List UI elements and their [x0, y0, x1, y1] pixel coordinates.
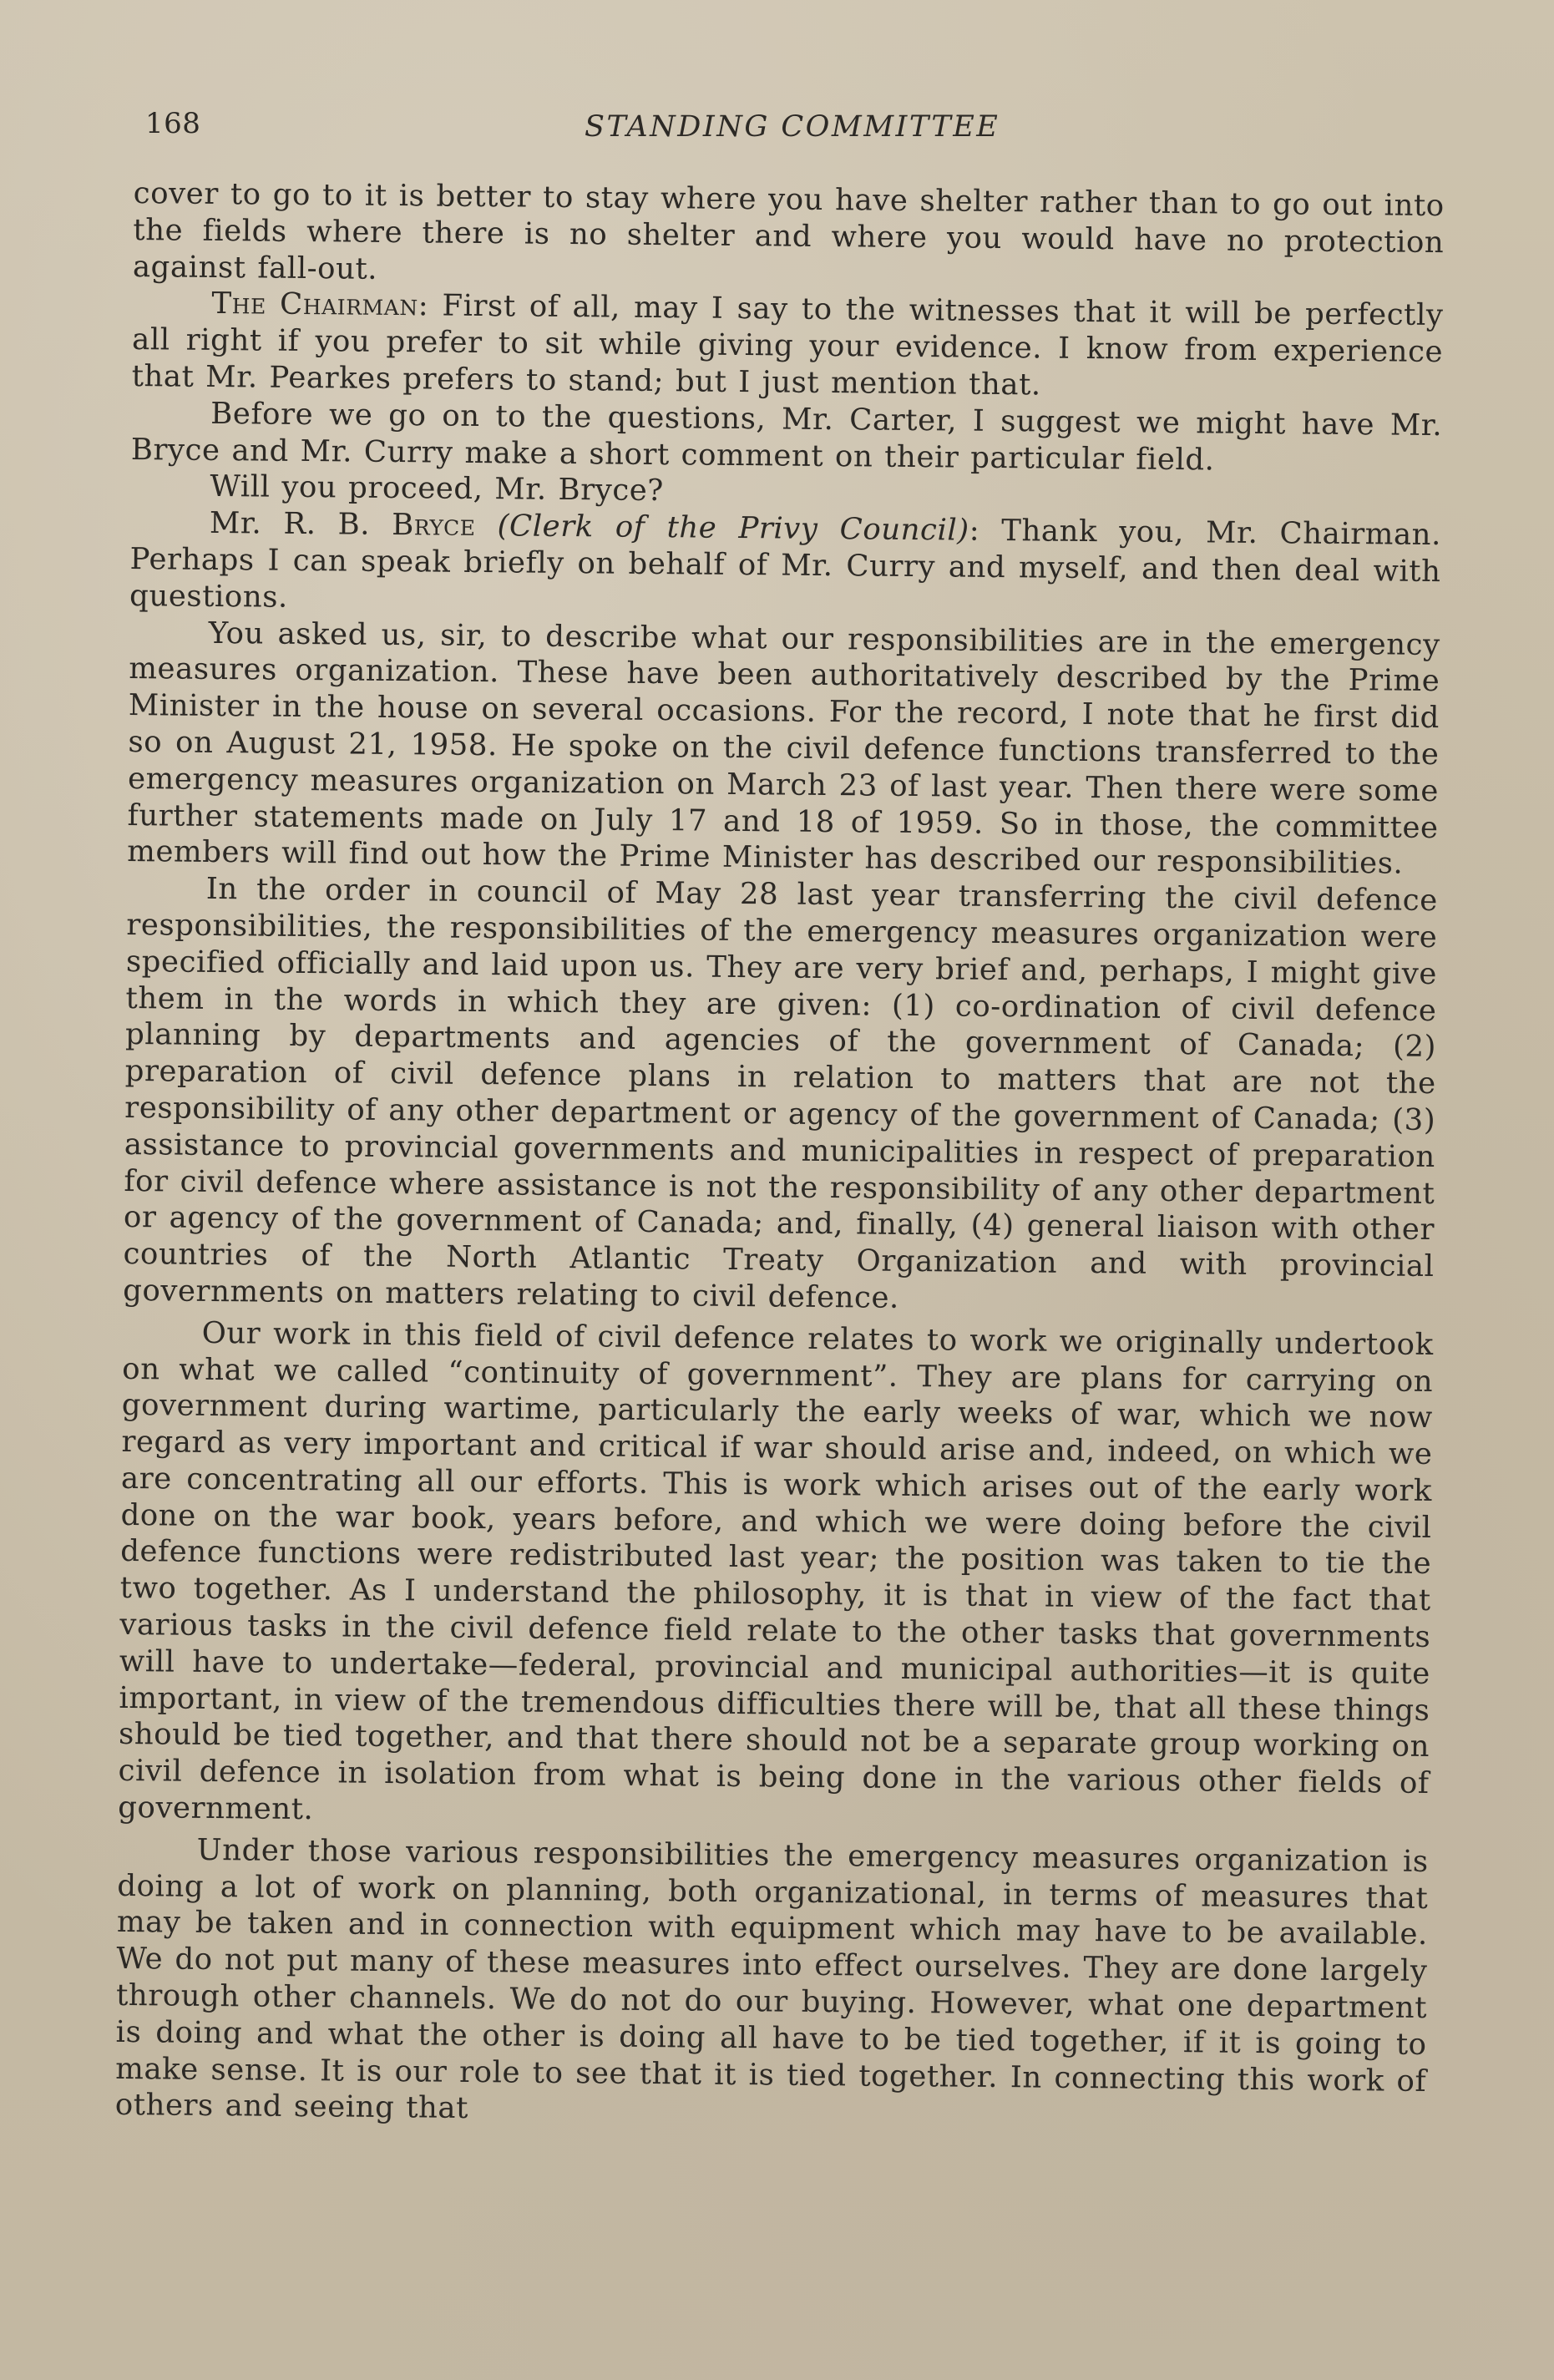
paragraph-chairman-invitation: Will you proceed, Mr. Bryce? — [210, 469, 665, 509]
speaker-name-bryce: Bryce — [392, 508, 476, 544]
body-text — [115, 175, 1445, 2136]
speaker-prefix: Mr. R. B. — [209, 506, 392, 543]
running-head — [142, 107, 1445, 157]
paragraph-continuity-of-government: Our work in this field of civil defence relates to work we originally undertook on what we called “continuity of government”. They are plans for carrying on government during wartime, particularly the early weeks of war, which we now regard as very important and critical if war should arise and, indeed, on which we are concentrating all our efforts. This is work which arises out of the early work done on the war book, years before, and which we were doing before the civil defence functions were redistributed last year; the position was taken to tie the two together. As I understand the philosophy, it is that in view of the fact that various tasks in the civil defence field relate to the other tasks that governments will have to undertake—federal, provincial and municipal authorities—it is quite important, in view of the tremendous difficulties there will be, that all these things should be tied together, and that there should not be a separate group working on civil defence in isolation from what is being done in the various other fields of government. — [118, 1315, 1434, 1827]
paragraph-chairman-remarks — [131, 285, 1443, 407]
paragraph-chairman-suggestion: Before we go on to the questions, Mr. Carter, I suggest we might have Mr. Bryce and Mr. Curry make a short comment on their particular field. — [130, 396, 1443, 478]
paragraph-continuation: cover to go to it is better to stay where you have shelter rather than to go out into the fields where there is no shelter and where you would have no protection against fall-out. — [132, 175, 1445, 286]
paragraph-responsibilities: You asked us, sir, to describe what our responsibilities are in the emergency measures organization. These have been authoritatively described by the Prime Minister in the house on several occasions. For the record, I note that he first did so on August 21, 1958. He spoke on the civil defence functions transferred to the emergency measures organization on March 23 of last year. Then there were some further statements made on July 17 and 18 of 1959. So in those, the committee members will find out how the Prime Minister has described our responsibilities. — [127, 615, 1440, 881]
speaker-name-chairman: The Chairman — [211, 286, 418, 323]
paragraph-text: : Thank you, Mr. Chairman. Perhaps I can speak briefly on behalf of Mr. Curry and myself, and then deal with questions. — [129, 513, 1442, 615]
header-title: STANDING COMMITTEE — [585, 110, 1000, 144]
speaker-role: (Clerk of the Privy Council) — [497, 509, 969, 548]
paragraph-planning-work: Under those various responsibilities the emergency measures organization is doing a lot of work on planning, both organizational, in terms of measures that may be taken and in connection with equipment which may have to be available. We do not put many of these measures into effect ourselves. They are done largely through other channels. We do not do our buying. However, what one department is doing and what the other is doing all have to be tied together, if it is going to make sense. It is our role to see that it is tied together. In connecting this work of others and seeing that — [114, 1832, 1429, 2126]
page-number: 168 — [145, 107, 201, 140]
paragraph-bryce-opening — [129, 504, 1441, 626]
paragraph-text: : First of all, may I say to the witnesses that it will be perfectly all right if you prefer to sit while giving your evidence. I know from experience that Mr. Pearkes prefers to stand; but I just mention that. — [131, 288, 1444, 403]
paragraph-order-in-council: In the order in council of May 28 last year transferring the civil defence responsibilities, the responsibilities of the emergency measures organization were specified officially and laid upon us. They are very brief and, perhaps, I might give them in the words in which they are given: (1) co-ordination of civil defence planning by departments and agencies of the government of Canada; (2) preparation of civil defence plans in relation to matters that are not the responsibility of any other department or agency of the government of Canada; (3) assistance to provincial governments and municipalities in respect of preparation for civil defence where assistance is not the responsibility of any other department or agency of the government of Canada; and, finally, (4) general liaison with other countries of the North Atlantic Treaty Organization and with provincial governments on matters relating to civil defence. — [122, 872, 1438, 1315]
